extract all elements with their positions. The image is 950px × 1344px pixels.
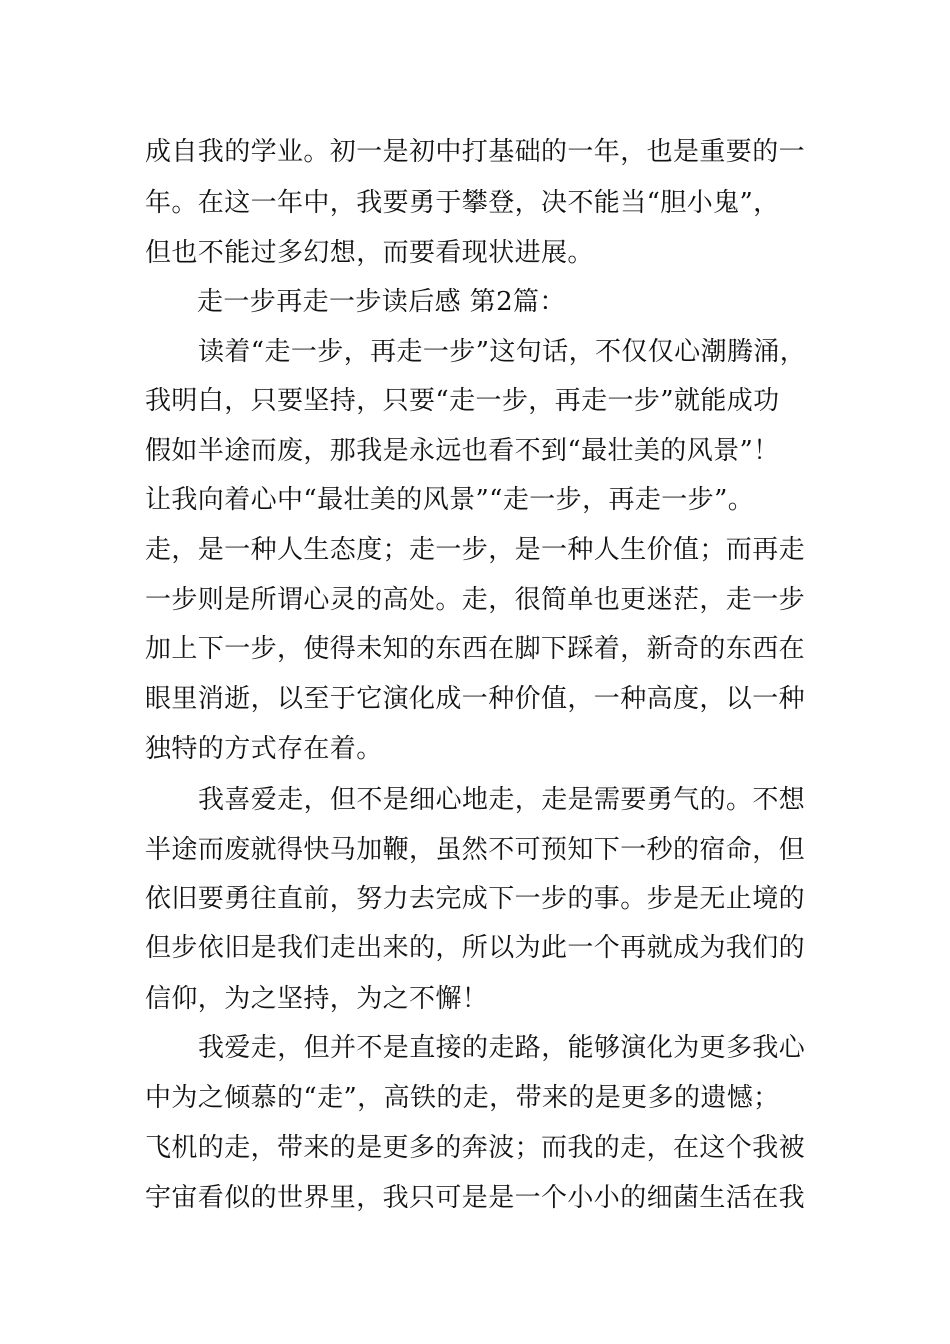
text-line: 信仰，为之坚持，为之不懈！ bbox=[145, 984, 489, 1014]
text-line: 假如半途而废，那我是永远也看不到“最壮美的风景”！ bbox=[145, 436, 780, 466]
text-line: 我爱走，但并不是直接的走路，能够演化为更多我心 bbox=[198, 1033, 806, 1063]
text-line: 但也不能过多幻想，而要看现状进展。 bbox=[145, 238, 594, 268]
text-line: 成自我的学业。初一是初中打基础的一年，也是重要的一 bbox=[145, 137, 806, 167]
text-line: 年。在这一年中，我要勇于攀登，决不能当“胆小鬼”， bbox=[145, 188, 780, 218]
text-line: 读着“走一步，再走一步”这句话，不仅仅心潮腾涌， bbox=[198, 337, 807, 367]
text-line: 我喜爱走，但不是细心地走，走是需要勇气的。不想 bbox=[198, 785, 806, 815]
section-heading: 走一步再走一步读后感 第2篇： bbox=[197, 287, 566, 317]
text-line: 宇宙看似的世界里，我只可是是一个小小的细菌生活在我 bbox=[145, 1183, 806, 1213]
text-line: 走，是一种人生态度；走一步，是一种人生价值；而再走 bbox=[145, 535, 806, 565]
text-line: 让我向着心中“最壮美的风景”“走一步，再走一步”。 bbox=[145, 485, 755, 515]
text-line: 依旧要勇往直前，努力去完成下一步的事。步是无止境的 bbox=[145, 884, 806, 914]
text-line: 眼里消逝，以至于它演化成一种价值，一种高度，以一种 bbox=[145, 684, 806, 714]
text-line: 飞机的走，带来的是更多的奔波；而我的走，在这个我被 bbox=[145, 1133, 806, 1163]
text-line: 半途而废就得快马加鞭，虽然不可预知下一秒的宿命，但 bbox=[145, 835, 806, 865]
text-line: 独特的方式存在着。 bbox=[145, 734, 383, 764]
text-line: 加上下一步，使得未知的东西在脚下踩着，新奇的东西在 bbox=[145, 634, 806, 664]
text-line: 一步则是所谓心灵的高处。走，很简单也更迷茫，走一步 bbox=[145, 585, 806, 615]
text-line: 但步依旧是我们走出来的，所以为此一个再就成为我们的 bbox=[145, 933, 806, 963]
text-line: 我明白，只要坚持，只要“走一步，再走一步”就能成功 bbox=[145, 386, 780, 416]
text-line: 中为之倾慕的“走”，高铁的走，带来的是更多的遗憾； bbox=[145, 1083, 780, 1113]
